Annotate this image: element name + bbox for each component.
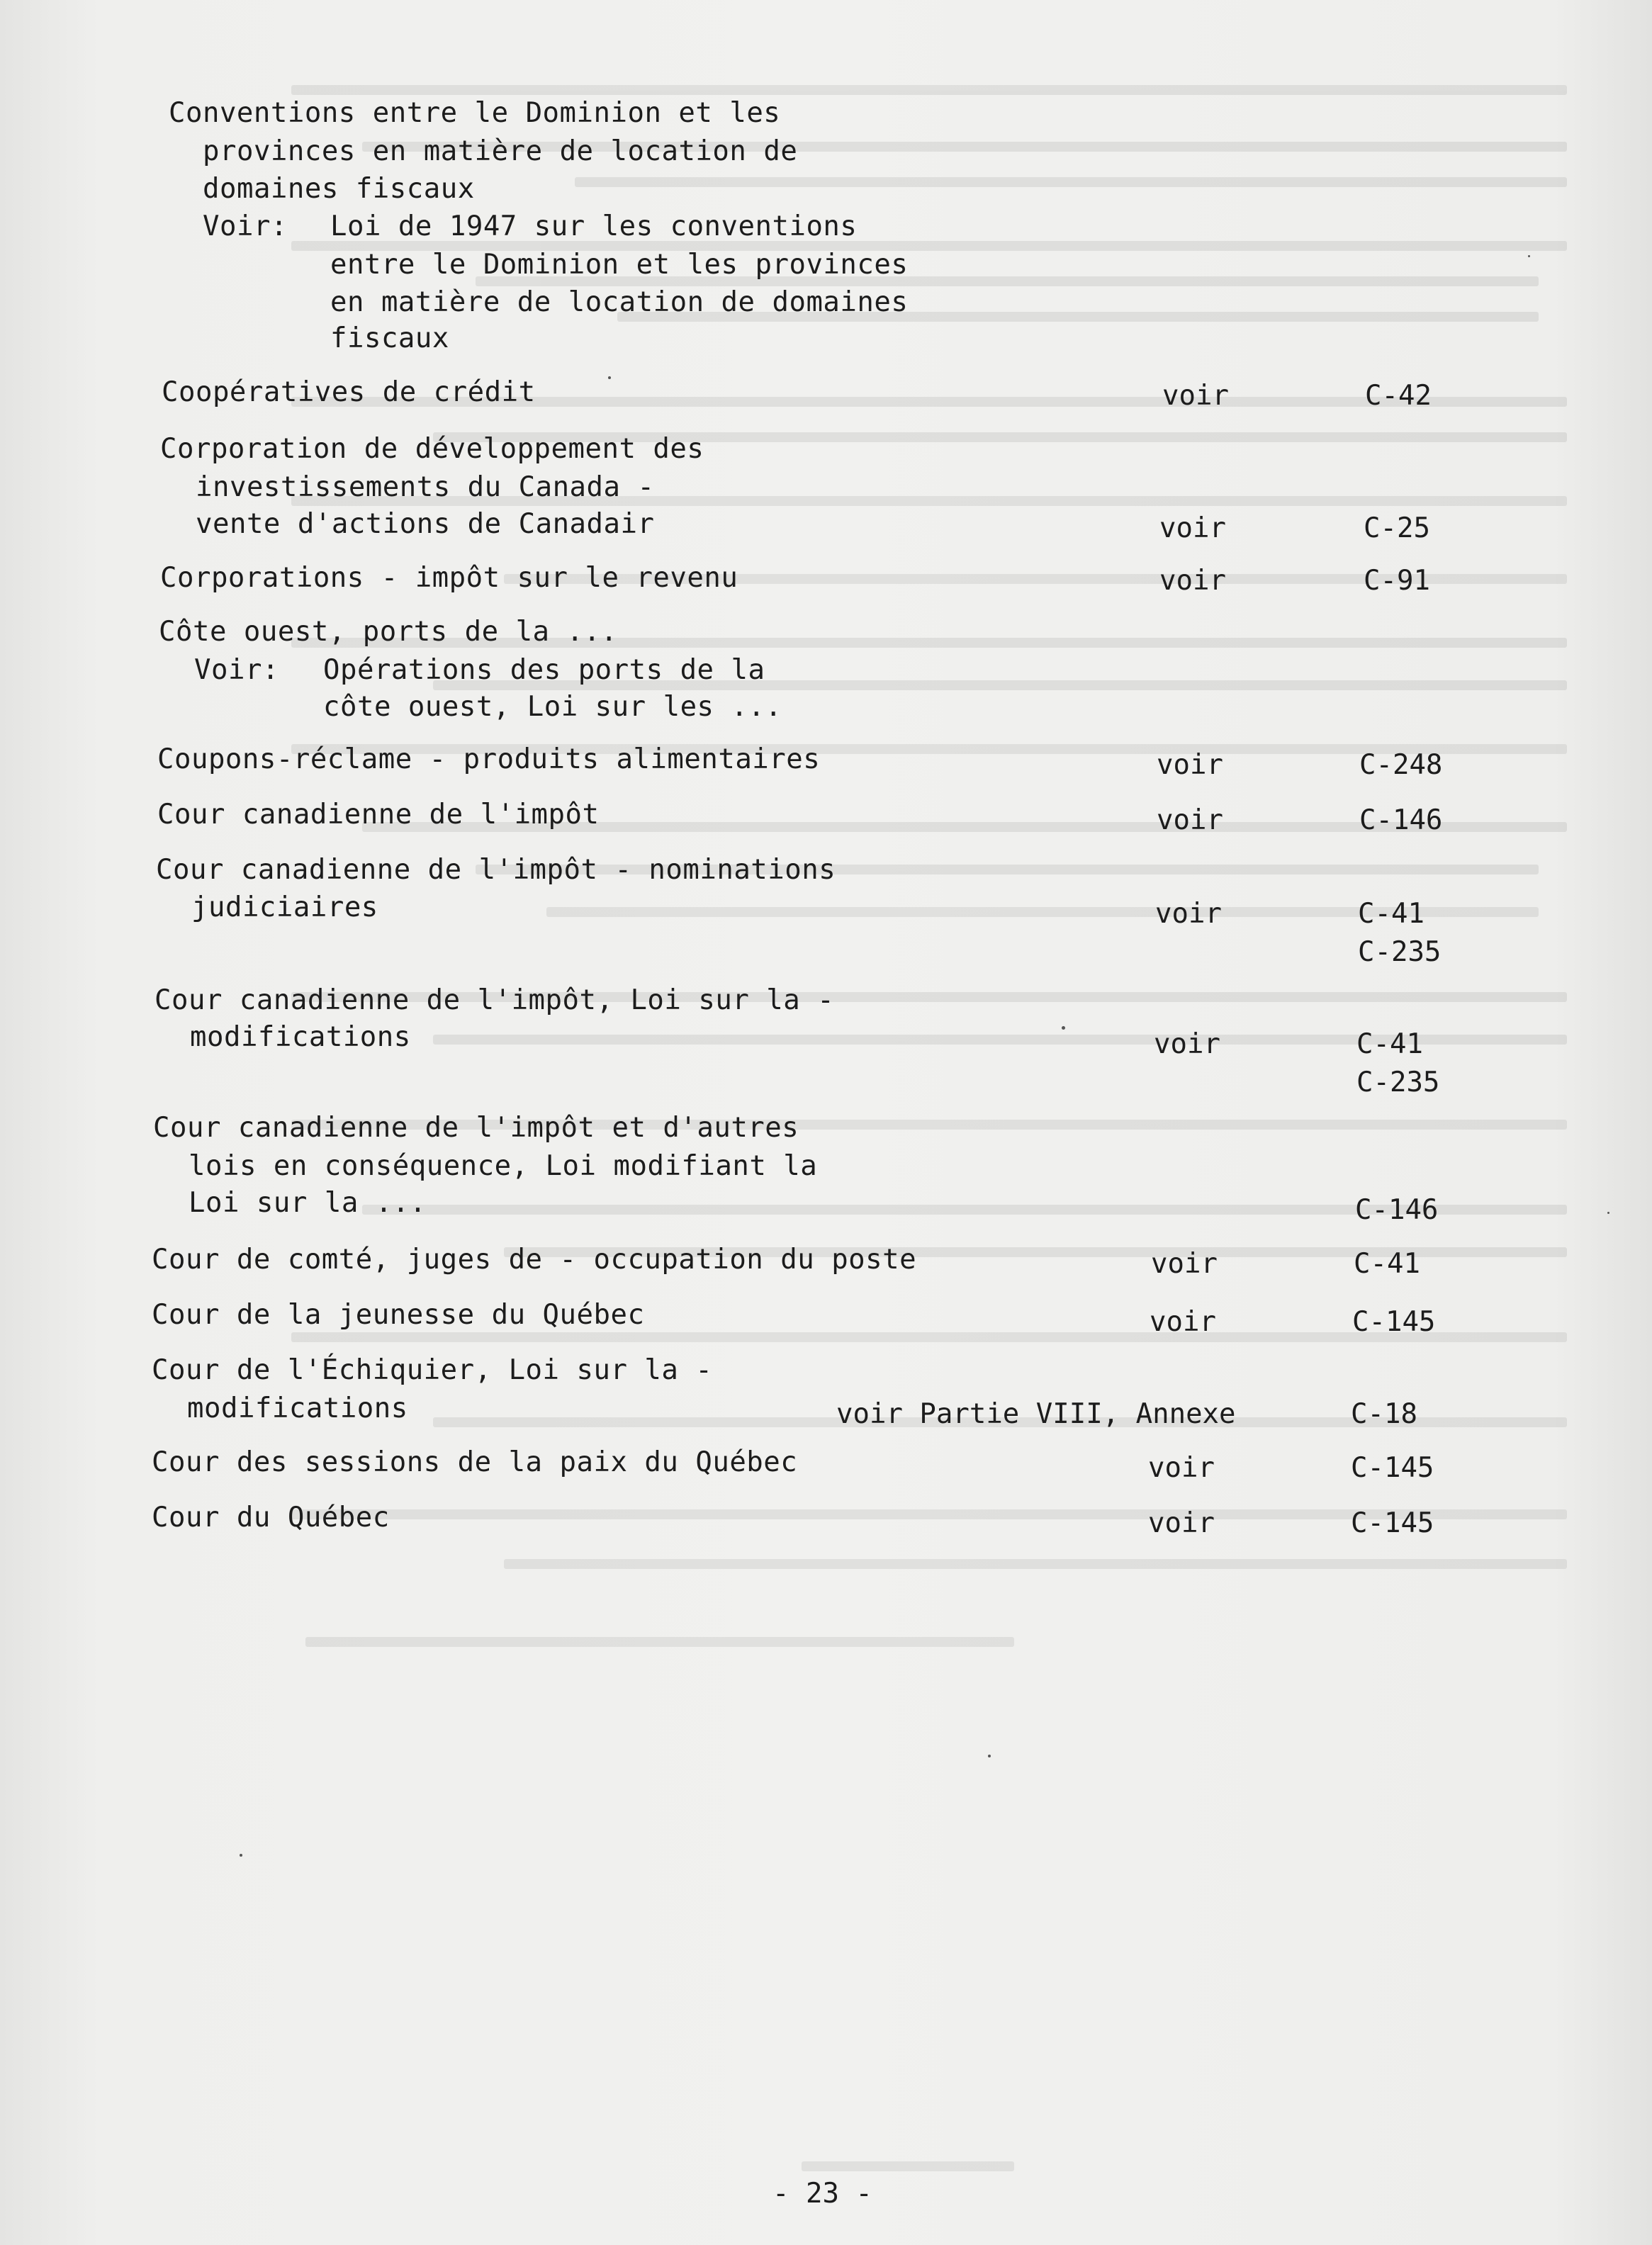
entry-continuation: domaines fiscaux	[203, 173, 475, 205]
voir-label: voir	[1150, 1306, 1216, 1338]
entry-heading: Cour canadienne de l'impôt - nominations	[156, 854, 836, 886]
cross-reference-text: Opérations des ports de la	[323, 654, 765, 686]
bill-reference: C-41	[1354, 1248, 1420, 1280]
cross-reference-text: Loi de 1947 sur les conventions	[330, 210, 858, 242]
bill-reference: C-145	[1352, 1306, 1436, 1338]
entry-continuation: vente d'actions de Canadair	[196, 508, 655, 540]
bill-reference: C-42	[1365, 380, 1432, 412]
cross-reference-text: fiscaux	[330, 322, 449, 354]
scan-speck	[240, 1854, 242, 1857]
entry-continuation: judiciaires	[191, 891, 378, 923]
voir-label: voir	[1157, 804, 1223, 836]
entry-continuation: investissements du Canada -	[196, 471, 655, 503]
scan-speck	[1062, 1026, 1065, 1030]
bill-reference: C-41	[1356, 1028, 1423, 1060]
bill-reference: C-146	[1355, 1194, 1439, 1226]
entry-heading: Conventions entre le Dominion et les	[169, 97, 781, 129]
entry-heading: Corporations - impôt sur le revenu	[160, 562, 738, 594]
voir-label: voir	[1151, 1248, 1218, 1280]
entry-heading: Corporation de développement des	[160, 433, 704, 465]
cross-reference-text: en matière de location de domaines	[330, 286, 909, 318]
voir-label: voir	[1148, 1452, 1215, 1484]
voir-label: voir	[1148, 1507, 1215, 1539]
scan-speck	[1607, 1212, 1609, 1214]
page-number: - 23 -	[772, 2178, 872, 2210]
bill-reference: C-248	[1359, 749, 1443, 781]
entry-heading: Côte ouest, ports de la ...	[159, 616, 618, 648]
voir-label: voir	[1155, 898, 1222, 930]
entry-heading: Cour canadienne de l'impôt	[157, 799, 600, 831]
entry-heading: Cour de l'Échiquier, Loi sur la -	[152, 1354, 713, 1386]
bill-reference: C-91	[1364, 565, 1430, 597]
scan-speck	[608, 376, 611, 379]
bill-reference: C-146	[1359, 804, 1443, 836]
voir-label: voir	[1159, 512, 1226, 544]
scan-speck	[1528, 255, 1530, 257]
voir-label: voir	[1154, 1028, 1220, 1060]
entry-continuation: lois en conséquence, Loi modifiant la	[189, 1150, 818, 1182]
see-also-label: Voir:	[194, 654, 279, 686]
voir-label: voir Partie VIII, Annexe	[836, 1398, 1236, 1430]
entry-heading: Cour canadienne de l'impôt et d'autres	[153, 1112, 799, 1144]
bill-reference: C-18	[1351, 1398, 1417, 1430]
entry-heading: Cour de la jeunesse du Québec	[152, 1299, 645, 1331]
entry-continuation: modifications	[190, 1021, 411, 1053]
voir-label: voir	[1157, 749, 1223, 781]
bill-reference: C-235	[1356, 1067, 1440, 1098]
entry-heading: Coupons-réclame - produits alimentaires	[157, 743, 821, 775]
entry-heading: Cour canadienne de l'impôt, Loi sur la -	[154, 984, 835, 1016]
scan-speck	[988, 1755, 991, 1757]
entry-heading: Cour du Québec	[152, 1502, 390, 1534]
entry-heading: Cour de comté, juges de - occupation du poste	[152, 1244, 917, 1276]
entry-heading: Cour des sessions de la paix du Québec	[152, 1446, 798, 1478]
bill-reference: C-41	[1358, 898, 1425, 930]
cross-reference-text: côte ouest, Loi sur les ...	[323, 691, 782, 723]
voir-label: voir	[1159, 565, 1226, 597]
entry-continuation: provinces en matière de location de	[203, 135, 798, 167]
entry-continuation: modifications	[187, 1392, 408, 1424]
see-also-label: Voir:	[203, 210, 288, 242]
bill-reference: C-25	[1364, 512, 1430, 544]
cross-reference-text: entre le Dominion et les provinces	[330, 249, 909, 281]
entry-heading: Coopératives de crédit	[162, 376, 536, 408]
bill-reference: C-235	[1358, 936, 1442, 968]
bill-reference: C-145	[1351, 1507, 1434, 1539]
voir-label: voir	[1162, 380, 1229, 412]
entry-continuation: Loi sur la ...	[189, 1187, 427, 1219]
bill-reference: C-145	[1351, 1452, 1434, 1484]
